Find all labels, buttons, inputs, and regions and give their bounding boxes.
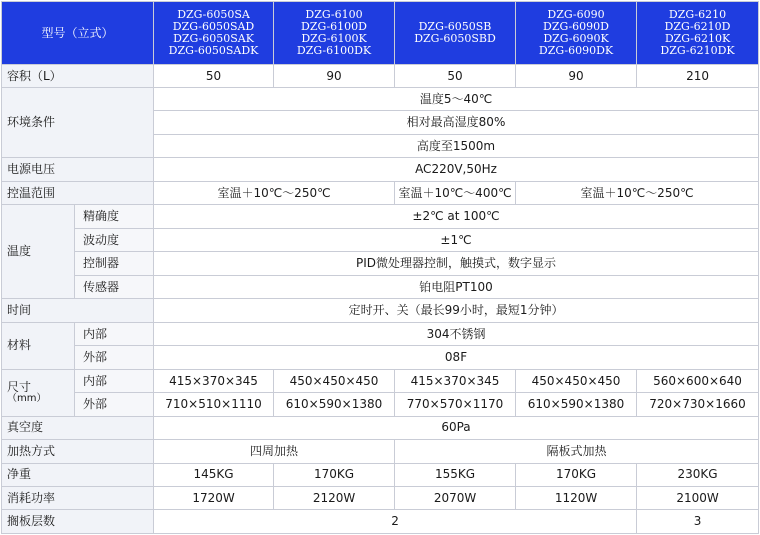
- table-cell: 2070W: [395, 486, 516, 509]
- weight-row: [2, 463, 759, 486]
- power-row: [2, 158, 759, 181]
- model-name: DZG-6100DK: [296, 44, 372, 58]
- model-name: DZG-6090K: [543, 32, 609, 46]
- table-cell: 170KG: [516, 463, 637, 486]
- table-cell: 304不锈钢: [154, 322, 759, 345]
- environment-row: [2, 87, 759, 110]
- sub-label: 外部: [75, 393, 154, 416]
- row-label: 时间: [2, 299, 154, 322]
- table-cell: 2: [154, 510, 637, 534]
- table-cell: 450×450×450: [516, 369, 637, 392]
- table-cell: 50: [154, 65, 274, 87]
- row-label: 材料: [2, 322, 75, 369]
- row-label: 温度: [2, 205, 75, 299]
- table-cell: 560×600×640: [637, 369, 759, 392]
- model-name: DZG-6090D: [543, 19, 609, 33]
- table-cell: 230KG: [637, 463, 759, 486]
- row-label: 净重: [2, 463, 154, 486]
- row-label: 真空度: [2, 416, 154, 439]
- table-cell: 定时开、关（最长99小时，最短1分钟）: [154, 299, 759, 322]
- size-label-cell: [2, 369, 75, 416]
- temperature-row: [2, 228, 759, 251]
- model-cell: [274, 2, 395, 65]
- row-label: 电源电压: [2, 158, 154, 181]
- table-cell: 1720W: [154, 486, 274, 509]
- time-row: [2, 299, 759, 322]
- table-cell: 室温＋10℃～400℃: [395, 181, 516, 204]
- vacuum-row: [2, 416, 759, 439]
- model-name: DZG-6100: [305, 7, 363, 21]
- header-row: [2, 2, 759, 65]
- row-label: 尺寸: [7, 379, 32, 394]
- row-label: 容积（L）: [2, 65, 154, 87]
- table-cell: 2100W: [637, 486, 759, 509]
- model-name: DZG-6090DK: [538, 44, 614, 58]
- row-label: 消耗功率: [2, 486, 154, 509]
- temperature-row: [2, 252, 759, 275]
- model-name: DZG-6050SBD: [414, 32, 496, 46]
- table-cell: 室温＋10℃～250℃: [154, 181, 395, 204]
- table-cell: PID微处理器控制，触摸式，数字显示: [154, 252, 759, 275]
- sub-label: 外部: [75, 346, 154, 369]
- temperature-row: [2, 205, 759, 228]
- table-cell: 720×730×1660: [637, 393, 759, 416]
- model-name: DZG-6210D: [664, 19, 731, 33]
- table-cell: 415×370×345: [154, 369, 274, 392]
- model-cell: [516, 2, 637, 65]
- sub-label: 控制器: [75, 252, 154, 275]
- table-cell: 210: [637, 65, 759, 87]
- sub-label: 波动度: [75, 228, 154, 251]
- table-cell: 90: [274, 65, 395, 87]
- table-cell: 710×510×1110: [154, 393, 274, 416]
- table-cell: 1120W: [516, 486, 637, 509]
- row-label: 控温范围: [2, 181, 154, 204]
- row-label: 加热方式: [2, 440, 154, 463]
- model-header-label: 型号（立式）: [2, 2, 154, 65]
- table-cell: 415×370×345: [395, 369, 516, 392]
- sub-label: 传感器: [75, 275, 154, 298]
- model-name: DZG-6100D: [301, 19, 367, 33]
- table-cell: 铂电阻PT100: [154, 275, 759, 298]
- table-cell: 90: [516, 65, 637, 87]
- model-name: DZG-6210DK: [660, 44, 735, 58]
- spec-table: [1, 1, 759, 534]
- table-cell: 770×570×1170: [395, 393, 516, 416]
- model-name: DZG-6050SAD: [172, 19, 255, 33]
- model-cell: [637, 2, 759, 65]
- model-name: DZG-6210: [668, 7, 727, 21]
- row-label: 环境条件: [2, 87, 154, 157]
- volume-row: [2, 65, 759, 87]
- model-name: DZG-6050SAK: [173, 32, 254, 46]
- sub-label: 内部: [75, 322, 154, 345]
- table-cell: 155KG: [395, 463, 516, 486]
- size-row: [2, 369, 759, 392]
- model-name: DZG-6090: [547, 7, 605, 21]
- model-name: DZG-6210K: [664, 32, 731, 46]
- row-label: 搁板层数: [2, 510, 154, 534]
- table-cell: 2120W: [274, 486, 395, 509]
- model-name: DZG-6050SB: [418, 19, 492, 33]
- table-cell: 450×450×450: [274, 369, 395, 392]
- table-cell: 相对最高湿度80%: [154, 111, 759, 134]
- table-cell: 温度5～40℃: [154, 87, 759, 110]
- table-cell: 四周加热: [154, 440, 395, 463]
- table-cell: ±1℃: [154, 228, 759, 251]
- size-row: [2, 393, 759, 416]
- table-cell: AC220V,50Hz: [154, 158, 759, 181]
- model-cell: [395, 2, 516, 65]
- model-name: DZG-6050SADK: [168, 44, 259, 58]
- shelves-row: [2, 510, 759, 534]
- model-name: DZG-6100K: [301, 32, 367, 46]
- temp-range-row: [2, 181, 759, 204]
- table-cell: 170KG: [274, 463, 395, 486]
- table-cell: 高度至1500m: [154, 134, 759, 157]
- table-cell: 60Pa: [154, 416, 759, 439]
- table-cell: 50: [395, 65, 516, 87]
- temperature-row: [2, 275, 759, 298]
- size-unit: （mm）: [7, 393, 47, 405]
- table-cell: 隔板式加热: [395, 440, 759, 463]
- sub-label: 内部: [75, 369, 154, 392]
- table-cell: 08F: [154, 346, 759, 369]
- material-row: [2, 346, 759, 369]
- table-cell: 610×590×1380: [274, 393, 395, 416]
- material-row: [2, 322, 759, 345]
- table-cell: ±2℃ at 100℃: [154, 205, 759, 228]
- table-cell: 室温＋10℃～250℃: [516, 181, 759, 204]
- model-cell: [154, 2, 274, 65]
- table-cell: 145KG: [154, 463, 274, 486]
- table-cell: 610×590×1380: [516, 393, 637, 416]
- sub-label: 精确度: [75, 205, 154, 228]
- power-consumption-row: [2, 486, 759, 509]
- heating-row: [2, 440, 759, 463]
- table-cell: 3: [637, 510, 759, 534]
- model-name: DZG-6050SA: [177, 7, 250, 21]
